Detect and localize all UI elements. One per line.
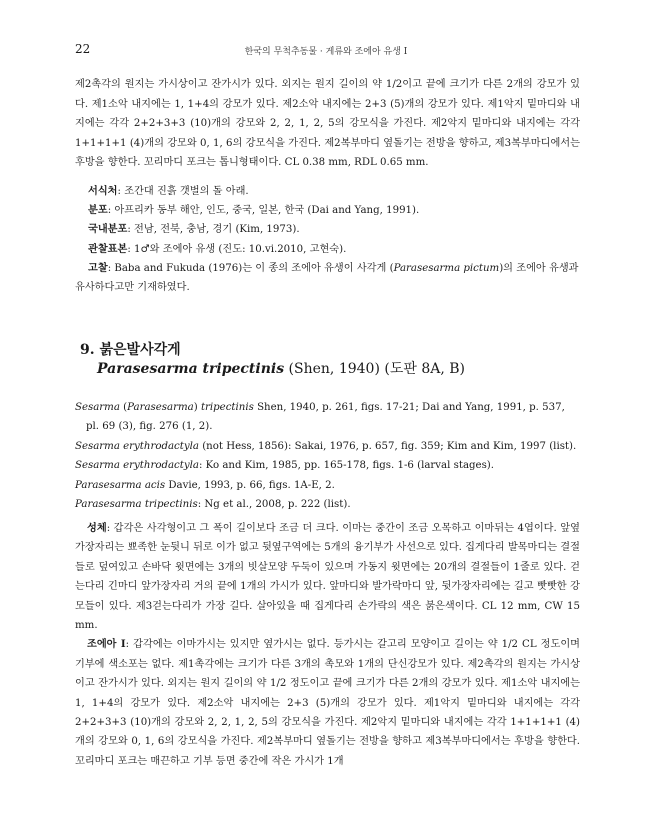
- specimens-text: : 1♂와 조에아 유생 (진도: 10.vi.2010, 고현숙).: [127, 243, 347, 255]
- specimens-row: [75, 240, 580, 259]
- synonym-citation: : Ng et al., 2008, p. 222 (list).: [197, 499, 351, 511]
- species-subheading: [97, 358, 465, 378]
- species-korean-name: 붉은발사각게: [99, 342, 181, 358]
- zoea-text: : 갑각에는 이마가시는 있지만 옆가시는 없다. 등가시는 갈고리 모양이고 길이는 약 1/2 CL 정도이며 기부에 색소포는 없다. 제1촉각에는 크기가 다른 3개의 촉모와 1개의 단신강모가 있다. 제2촉각의 원지는 가시상이고 잔가시가 있다. 외지는 원지 길이의 약 1/2 정도이고 끝에 크기가 다른 2개의 강모가 있다. 제1소악 내지에는 1, 1+4의 강모가 있다. 제2소악 내지에는 2+3 (5)개의 강모가 있다. 제1악지 밑마디와 내지에는 각각 2+2+3+3 (10)개의 강모와 2, 2, 1, 2, 5의 강모식을 가진다. 제2악지 밑마디와 내지에는 각각 1+1+1+1 (4)개의 강모와 0, 1, 6의 강모식을 가진다. 제2복부마디 옆돌기는 전방을 향하고 제3복부마디에서는 후방을 향한다. 꼬리마디 포크는 매끈하고 기부 등면 중간에 작은 가시가 1개: [75, 639, 581, 767]
- remarks-text-a: : Baba and Fukuda (1976)는 이 종의 조에아 유생이 사각게 (: [107, 262, 394, 274]
- domestic-label: 국내분포: [88, 223, 128, 236]
- synonym-citation: Shen, 1940, p. 261, figs. 17-21; Dai and Yang, 1991, p. 537, pl. 69 (3), fig. 276 (1, 2).: [86, 402, 565, 433]
- description-block: [75, 519, 580, 771]
- adult-text: : 갑각은 사각형이고 그 폭이 길이보다 조금 더 크다. 이마는 중간이 조금 오목하고 이마뒤는 4엽이다. 앞옆가장자리는 뾰족한 눈뒷니 뒤로 이가 없고 뒷옆구역에는 5개의 융기부가 사선으로 있다. 집게다리 발목마디는 결절들로 덮여있고 손바닥 윗면에는 3개의 빗살모양 두둑이 있으며 가동지 윗면에는 20개의 결절들이 1줄로 있다. 걷는다리 긴마디 앞가장자리 거의 끝에 1개의 가시가 있다. 앞마디와 발가락마디 앞, 뒷가장자리에는 길고 빳빳한 강모들이 있다. 제3걷는다리가 가장 길다. 살아있을 때 집게다리 손가락의 색은 붉은색이다. CL 12 mm, CW 15 mm.: [75, 523, 580, 632]
- synonym-punct: (: [119, 402, 128, 413]
- intro-paragraph: 제2촉각의 원지는 가시상이고 잔가시가 있다. 외지는 원지 길이의 약 1/2이고 끝에 크기가 다른 2개의 강모가 있다. 제1소악 내지에는 1, 1+4의 강모가 있다. 제2소악 내지에는 2+3 (5)개의 강모가 있다. 제1악지 밑마디와 내지에는 각각 2+2+3+3 (10)개의 강모와 2, 2, 1, 2, 5의 강모식을 가진다. 제2악지 밑마디와 내지에는 각각 1+1+1+1 (4)개의 강모와 0, 1, 6의 강모식을 가진다. 제2복부마디 옆돌기는 전방을 향하고, 제3복부마디에서는 후방을 향한다. 꼬리마디 포크는 톱니형태이다. CL 0.38 mm, RDL 0.65 mm.: [75, 79, 580, 169]
- species-scientific-name: Parasesarma tripectinis: [97, 361, 285, 377]
- remarks-sci-name: Parasesarma pictum: [393, 262, 500, 274]
- synonym-subgenus: Parasesarma: [127, 402, 194, 413]
- zoea-description: [75, 635, 580, 771]
- synonym-citation: (not Hess, 1856): Sakai, 1976, p. 657, fig. 359; Kim and Kim, 1997 (list).: [198, 440, 577, 452]
- synonym-citation: Davie, 1993, p. 66, figs. 1A-E, 2.: [165, 479, 335, 491]
- adult-label: 성체: [87, 522, 107, 534]
- remarks-text-b: )의 조에아 유생과: [499, 262, 579, 274]
- synonym-name: Sesarma erythrodactyla: [75, 440, 199, 452]
- domestic-row: [75, 220, 580, 239]
- synonymy-entry: [75, 495, 580, 514]
- distribution-text: : 아프리카 동부 해안, 인도, 중국, 일본, 한국 (Dai and Yang, 1991).: [107, 205, 420, 217]
- synonym-name: Parasesarma acis: [75, 479, 166, 491]
- habitat-row: [75, 182, 580, 201]
- synonymy-entry: [75, 456, 580, 475]
- specimens-label: 관찰표본: [88, 242, 128, 255]
- synonym-genus: Sesarma: [75, 402, 120, 413]
- remarks-continuation: 유사하다고만 기재하였다.: [75, 282, 190, 294]
- domestic-text: : 전남, 전북, 충남, 경기 (Kim, 1973).: [127, 224, 300, 236]
- synonym-citation: : Ko and Kim, 1985, pp. 165-178, figs. 1-6 (larval stages).: [198, 460, 495, 472]
- species-number: 9.: [80, 342, 95, 358]
- info-block: [75, 182, 580, 297]
- synonymy-list: [75, 398, 580, 514]
- distribution-row: [75, 201, 580, 220]
- synonymy-entry: [75, 437, 580, 456]
- synonym-punct: ): [193, 402, 201, 413]
- synonym-name: Parasesarma tripectinis: [75, 499, 198, 511]
- habitat-text: : 조간대 진흙 갯벌의 돌 아래.: [117, 186, 249, 197]
- habitat-label: 서식처: [88, 185, 118, 197]
- remarks-label: 고찰: [88, 261, 108, 274]
- distribution-label: 분포: [88, 204, 108, 217]
- zoea-label: 조에아 I: [87, 638, 126, 651]
- species-author: (Shen, 1940) (도판 8A, B): [284, 361, 465, 377]
- page-number: 22: [75, 42, 91, 56]
- adult-description: [75, 519, 580, 635]
- synonymy-entry: [75, 476, 580, 495]
- synonymy-entry: [75, 398, 580, 437]
- synonym-name: Sesarma erythrodactyla: [75, 460, 199, 472]
- running-header: 한국의 무척추동물 · 게류와 조에아 유생 I: [244, 47, 408, 57]
- synonym-species: tripectinis: [200, 402, 254, 413]
- remarks-row: [75, 259, 580, 278]
- species-heading: [80, 339, 181, 359]
